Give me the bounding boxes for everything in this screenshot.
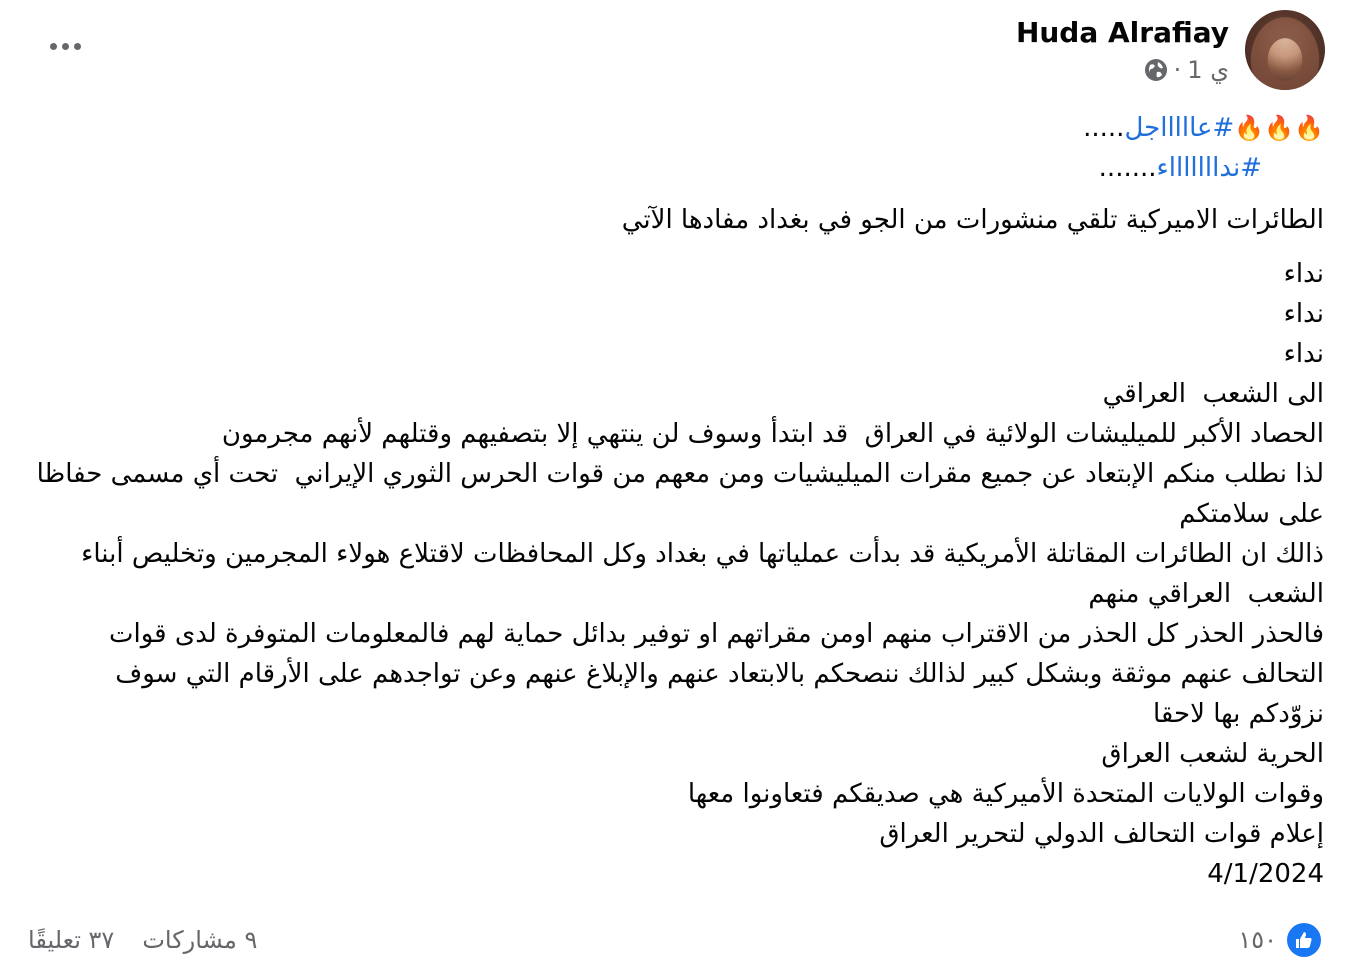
post-line: نداء bbox=[1283, 339, 1324, 369]
meta-separator: · bbox=[1173, 56, 1182, 84]
post-line: وقوات الولايات المتحدة الأميركية هي صديقكم فتعاونوا معها bbox=[687, 779, 1324, 809]
engagement-counts bbox=[28, 926, 257, 954]
post-line: الى الشعب العراقي bbox=[1102, 379, 1324, 409]
post-footer bbox=[0, 912, 1361, 968]
post-line: الحرية لشعب العراق bbox=[1101, 739, 1324, 769]
hashtag-call[interactable]: #نداااااااء bbox=[1156, 153, 1262, 183]
post-line: لذا نطلب منكم الإبتعاد عن جميع مقرات الميليشيات ومن معهم من قوات الحرس الثوري الإيراني تحت أي مسمى حفاظا على سلامتكم bbox=[28, 459, 1324, 529]
hashtag-line-1 bbox=[34, 108, 1324, 148]
post-line: الحصاد الأكبر للميليشات الولائية في العراق قد ابتدأ وسوف لن ينتهي إلا بتصفيهم وقتلهم لأنهم مجرمون bbox=[221, 419, 1324, 449]
dots: ....... bbox=[1098, 153, 1157, 183]
like-icon bbox=[1287, 923, 1321, 957]
post-header bbox=[1016, 10, 1325, 92]
hashtag-line-2 bbox=[34, 148, 1324, 188]
avatar[interactable] bbox=[1245, 10, 1325, 90]
post-line: ذالك ان الطائرات المقاتلة الأمريكية قد بدأت عملياتها في بغداد وكل المحافظات لاقتلاع هولاء المجرمين وتخليص أبناء الشعب العراقي منهم bbox=[72, 539, 1324, 609]
post-line: نداء bbox=[1283, 299, 1324, 329]
comments-count[interactable]: ٣٧ تعليقًا bbox=[28, 926, 115, 954]
hashtag-urgent[interactable]: #عاااااجل bbox=[1124, 113, 1235, 143]
post-date: 4/1/2024 bbox=[1207, 859, 1324, 889]
more-options-icon bbox=[50, 43, 57, 50]
post-time[interactable]: 1 ي bbox=[1187, 56, 1229, 84]
reactions-count: ١٥٠ bbox=[1238, 926, 1277, 954]
reactions-summary[interactable] bbox=[1238, 923, 1321, 957]
fire-emoji: 🔥🔥🔥 bbox=[1234, 114, 1324, 142]
post-line: نداء bbox=[1283, 259, 1324, 289]
post-line: فالحذر الحذر كل الحذر من الاقتراب منهم اومن مقراتهم او توفير بدائل حماية لهم فالمعلومات المتوفرة لدى قوات التحالف عنهم موثقة وبشكل كبير لذالك ننصحكم بالابتعاد عنهم والإبلاغ عنهم وعن تواجدهم على الأرقام التي سوف نزوّدكم بها لاحقا bbox=[100, 619, 1324, 729]
shares-count[interactable]: ٩ مشاركات bbox=[142, 926, 258, 954]
more-options-button[interactable] bbox=[40, 28, 90, 64]
author-block bbox=[1016, 10, 1229, 84]
dots: ..... bbox=[1083, 113, 1125, 143]
author-name[interactable]: Huda Alrafiay bbox=[1015, 16, 1229, 49]
globe-icon[interactable] bbox=[1144, 58, 1168, 82]
post-meta bbox=[1144, 56, 1229, 84]
post-body bbox=[28, 108, 1324, 894]
post-line: إعلام قوات التحالف الدولي لتحرير العراق bbox=[879, 819, 1324, 849]
post-headline: الطائرات الاميركية تلقي منشورات من الجو في بغداد مفادها الآتي bbox=[621, 205, 1324, 235]
